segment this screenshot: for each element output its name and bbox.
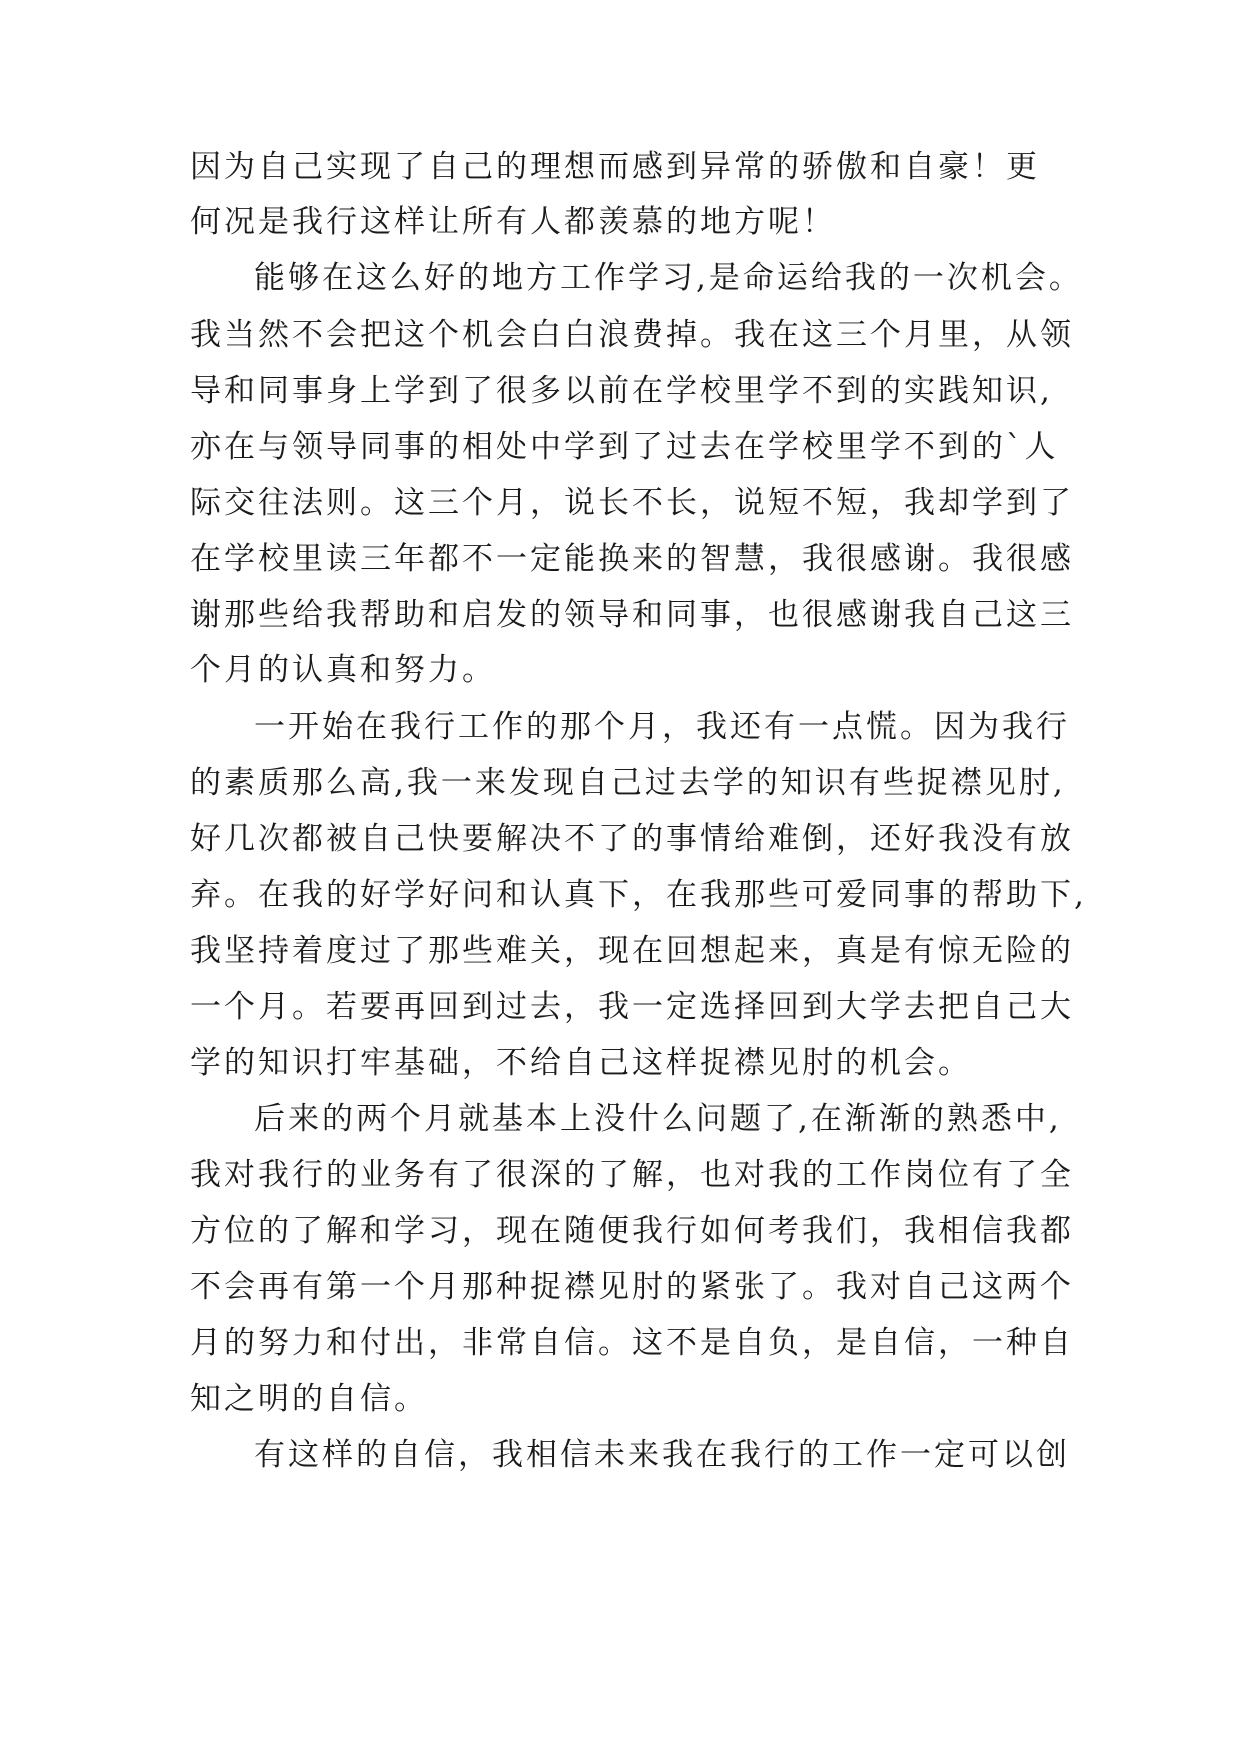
- text-line: 好几次都被自己快要解决不了的事情给难倒，还好我没有放: [190, 821, 1074, 857]
- text-line: 学的知识打牢基础，不给自己这样捉襟见肘的机会。: [190, 1045, 972, 1081]
- text-line: 在学校里读三年都不一定能换来的智慧，我很感谢。我很感: [190, 541, 1074, 577]
- text-line: 一个月。若要再回到过去，我一定选择回到大学去把自己大: [190, 989, 1074, 1025]
- text-line: 导和同事身上学到了很多以前在学校里学不到的实践知识,: [190, 373, 1053, 409]
- text-line: 我坚持着度过了那些难关，现在回想起来，真是有惊无险的: [190, 933, 1074, 969]
- text-line: 不会再有第一个月那种捉襟见肘的紧张了。我对自己这两个: [190, 1269, 1074, 1305]
- text-line: 谢那些给我帮助和启发的领导和同事，也很感谢我自己这三: [190, 597, 1074, 633]
- paragraph-first-line: 能够在这么好的地方工作学习,是命运给我的一次机会。: [254, 260, 1083, 296]
- text-line: 的素质那么高,我一来发现自己过去学的知识有些捉襟见肘,: [190, 765, 1066, 801]
- text-line: 我对我行的业务有了很深的了解，也对我的工作岗位有了全: [190, 1157, 1074, 1193]
- text-line: 何况是我行这样让所有人都羡慕的地方呢！: [190, 204, 836, 240]
- text-line: 因为自己实现了自己的理想而感到异常的骄傲和自豪！更: [190, 149, 1040, 185]
- paragraph-first-line: 一开始在我行工作的那个月，我还有一点慌。因为我行: [254, 709, 1070, 745]
- text-line: 弃。在我的好学好问和认真下，在我那些可爱同事的帮助下,: [190, 877, 1087, 913]
- text-line: 个月的认真和努力。: [190, 652, 496, 688]
- text-line: 知之明的自信。: [190, 1381, 428, 1417]
- text-line: 方位的了解和学习，现在随便我行如何考我们，我相信我都: [190, 1213, 1074, 1249]
- text-line: 月的努力和付出，非常自信。这不是自负，是自信，一种自: [190, 1325, 1074, 1361]
- text-line: 际交往法则。这三个月，说长不长，说短不短，我却学到了: [190, 485, 1074, 521]
- text-line: 我当然不会把这个机会白白浪费掉。我在这三个月里，从领: [190, 317, 1074, 353]
- text-line: 亦在与领导同事的相处中学到了过去在学校里学不到的`人: [190, 429, 1059, 465]
- paragraph-first-line: 有这样的自信，我相信未来我在我行的工作一定可以创: [254, 1437, 1070, 1473]
- paragraph-first-line: 后来的两个月就基本上没什么问题了,在渐渐的熟悉中,: [254, 1101, 1062, 1137]
